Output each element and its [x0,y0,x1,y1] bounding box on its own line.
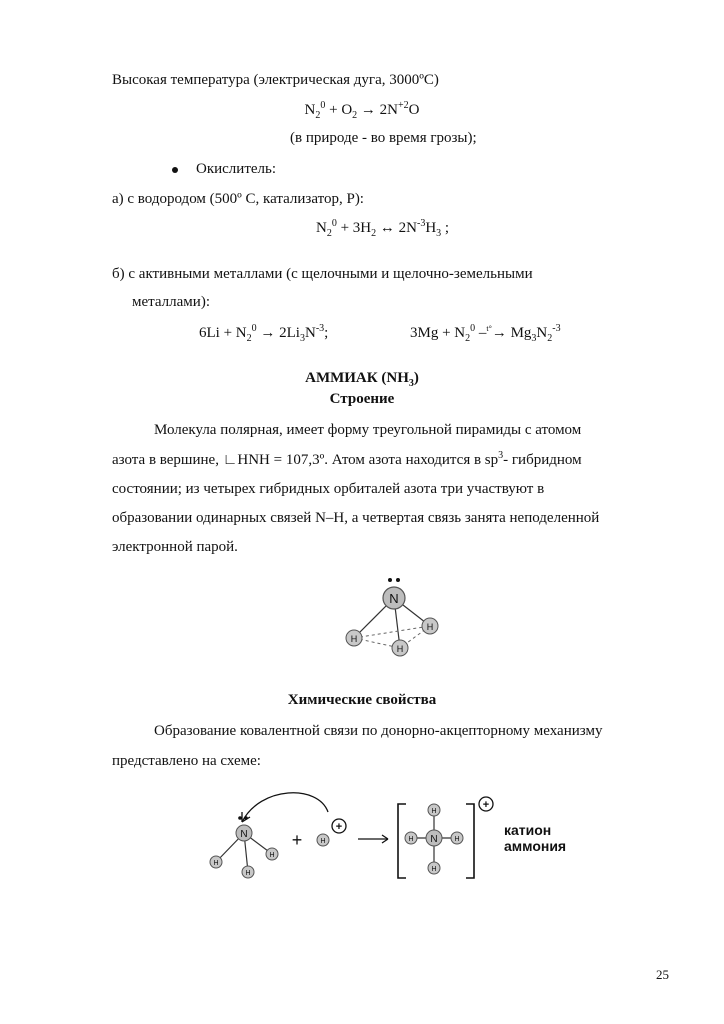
structure-line-5: электронной парой. [112,539,238,555]
ammonium-formation-scheme [200,790,590,890]
page-number: 25 [656,967,669,982]
lone-pair-dot [396,578,400,582]
nitrogen-label: N [430,834,438,845]
equation-n2-h2: $N_2^0 + 3H_2$ ↔ $2N^{-3}H_3$ ; [316,218,450,239]
para-active-metals: б) с активными металлами (с щелочными и щелочно-земельными [112,266,533,282]
ammonia-pyramid-diagram [338,576,448,662]
para-metals-cont: металлами): [132,294,210,310]
hydrogen-label: H [431,866,437,873]
donor-arc-arrow [242,793,328,822]
structure-line-4: образовании одинарных связей N–H, а четвертая связь занята неподеленной [112,510,600,526]
left-bracket [398,804,406,878]
nitrogen-label: N [389,591,399,606]
heading-structure: Строение [329,391,395,407]
right-bracket [466,804,474,878]
bullet-oxidizer: Окислитель: [172,159,276,179]
structure-line-2: азота в вершине, ∟HNH = 107,3º. Атом азота находится в $sp^3-$ гибридном [112,450,582,468]
nitrogen-label: N [240,829,248,840]
cation-label-line1: катион [504,822,552,838]
hydrogen-label: H [269,852,275,859]
hydrogen-label: H [350,634,358,644]
charge-label: + [482,799,490,811]
hydrogen-label: H [431,808,437,815]
hydrogen-label: H [213,860,219,867]
equation-n2-o2: $N_2^0 + O_2 \to 2N^{+2}O$ [304,100,420,121]
equation-li-n2: $6Li + N_2^0 \to 2Li_3N^{-3}$; [199,323,329,344]
hydrogen-label: H [320,838,326,845]
para-with-hydrogen: а) с водородом (500º С, катализатор, Р): [112,191,364,207]
hydrogen-label: H [396,644,404,654]
hydrogen-label: H [454,836,460,843]
note-thunderstorm: (в природе - во время грозы); [290,130,477,146]
structure-line-1: Молекула полярная, имеет форму треугольной пирамиды с атомом [154,422,582,438]
para-high-temp: Высокая температура (электрическая дуга, 3000ºC) [112,72,439,88]
structure-line-3: состоянии; из четырех гибридных орбиталей азота три участвуют в [112,481,545,497]
chem-line-1: Образование ковалентной связи по донорно-акцепторному механизму [154,723,603,739]
charge-label: + [335,821,343,833]
heading-chemical-properties: Химические свойства [287,692,437,708]
heading-ammonia: АММИАК $(NH_3)$ [305,370,419,389]
hydrogen-label: H [408,836,414,843]
lone-pair-dot [238,816,242,820]
bullet-icon [172,167,178,173]
cation-label-line2: аммония [504,838,567,854]
equation-mg-n2: $3Mg + N_2^0$ $-^{t^\circ}\to Mg_3N_2^{-3}$ [410,323,561,344]
plus-sign: + [291,830,303,850]
hydrogen-label: H [245,870,251,877]
chem-line-2: представлено на схеме: [112,753,261,769]
dashed-edge [354,626,430,638]
lone-pair-dot [388,578,392,582]
hydrogen-label: H [426,622,434,632]
lone-pair-dot [244,816,248,820]
